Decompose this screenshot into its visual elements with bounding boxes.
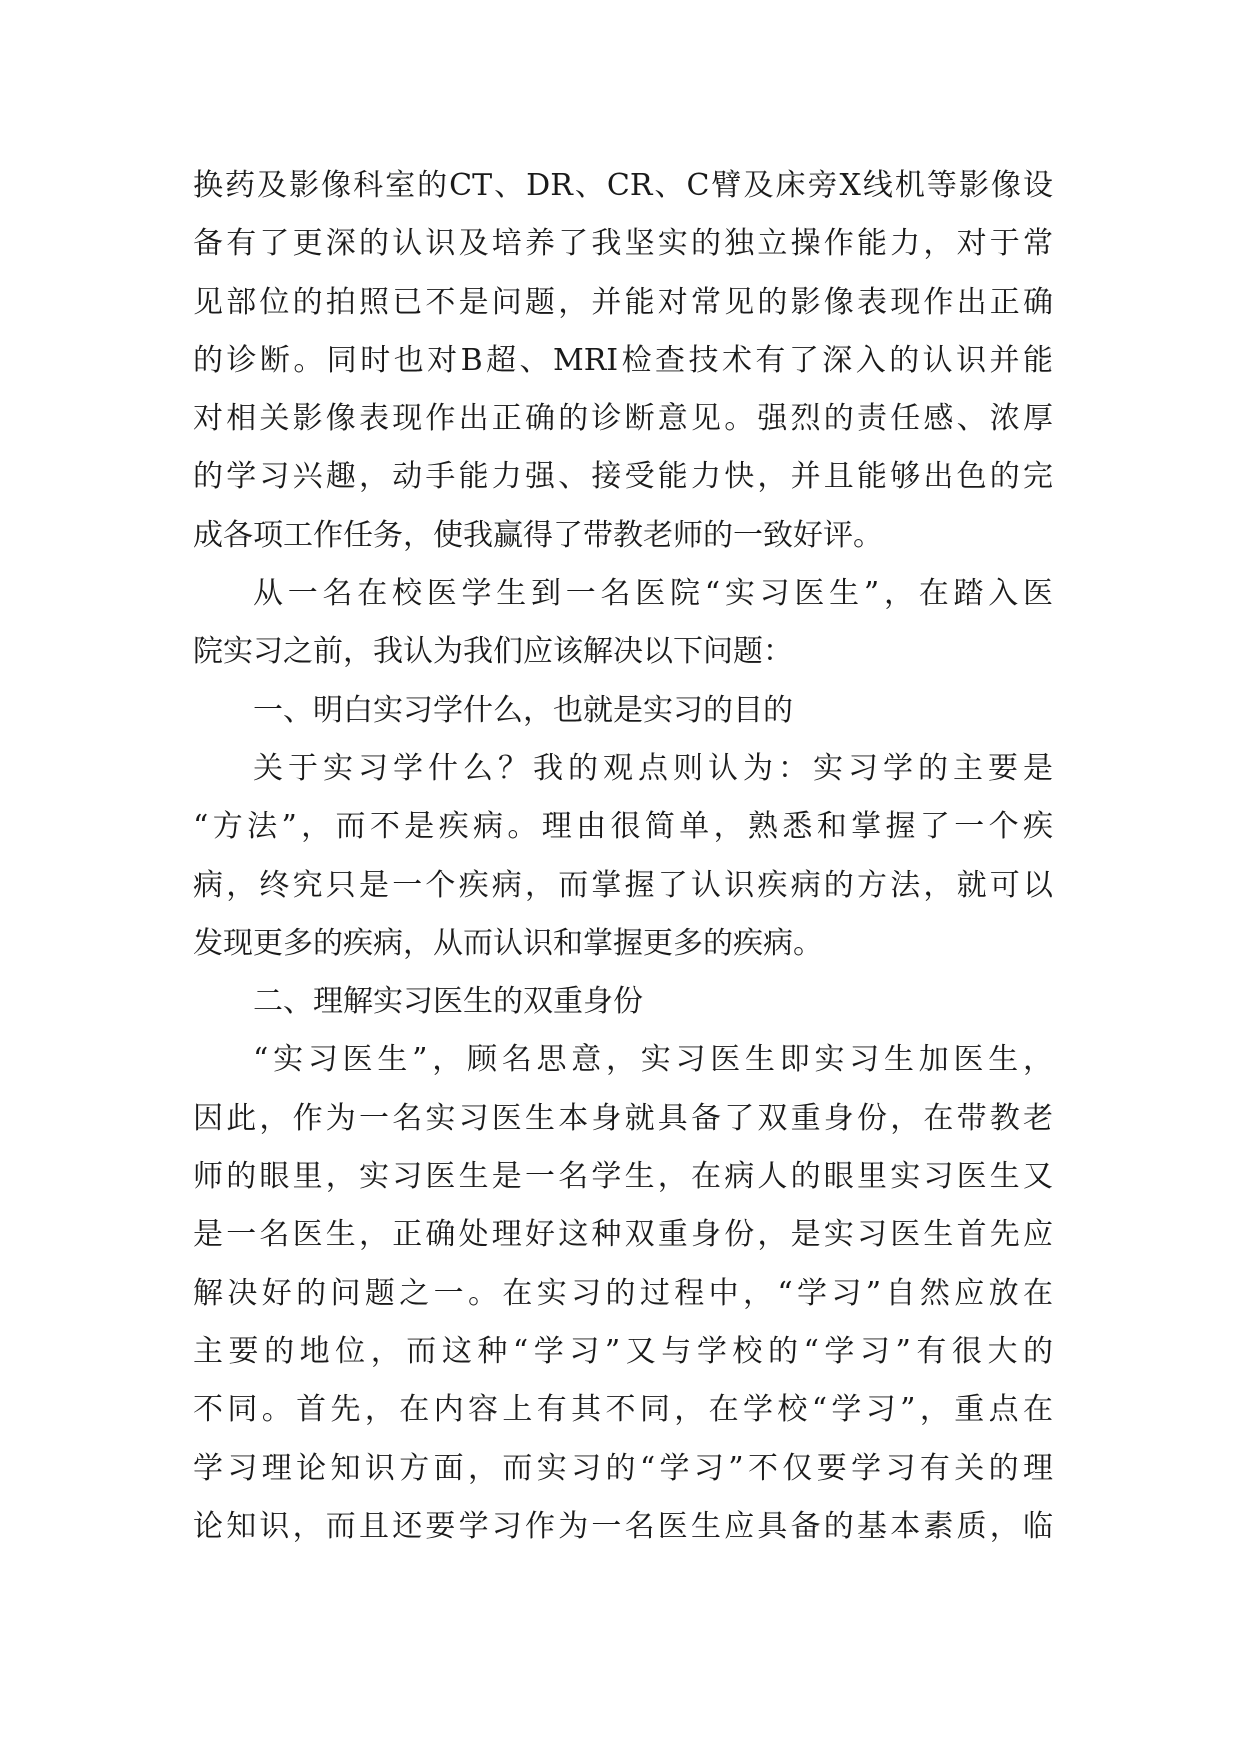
text-line: 是一名医生，正确处理好这种双重身份，是实习医生首先应 [193, 1217, 1053, 1253]
text-line: 关于实习学什么？我的观点则认为：实习学的主要是 [253, 750, 1053, 786]
text-line: 主要的地位，而这种“学习”又与学校的“学习”有很大的 [193, 1333, 1053, 1369]
text-line: 的学习兴趣，动手能力强、接受能力快，并且能够出色的完 [193, 459, 1053, 495]
text-line: 发现更多的疾病，从而认识和掌握更多的疾病。 [193, 925, 823, 961]
text-line: “实习医生”，顾名思意，实习医生即实习生加医生， [253, 1042, 1053, 1078]
section-heading: 二、理解实习医生的双重身份 [253, 984, 643, 1020]
text-line: 因此，作为一名实习医生本身就具备了双重身份，在带教老 [193, 1100, 1053, 1136]
text-line: 见部位的拍照已不是问题，并能对常见的影像表现作出正确 [193, 284, 1053, 320]
text-line: 换药及影像科室的CT、DR、CR、C臂及床旁X线机等影像设 [193, 168, 1053, 203]
text-line: 论知识，而且还要学习作为一名医生应具备的基本素质，临 [193, 1508, 1053, 1544]
body-text [193, 157, 1053, 1556]
text-line: 病，终究只是一个疾病，而掌握了认识疾病的方法，就可以 [193, 867, 1053, 903]
text-line: 成各项工作任务，使我赢得了带教老师的一致好评。 [193, 517, 883, 553]
text-line: 不同。首先，在内容上有其不同，在学校“学习”，重点在 [193, 1392, 1053, 1428]
text-line: 师的眼里，实习医生是一名学生，在病人的眼里实习医生又 [193, 1159, 1053, 1195]
text-line: 备有了更深的认识及培养了我坚实的独立操作能力，对于常 [193, 226, 1053, 262]
text-line: 的诊断。同时也对B超、MRI检查技术有了深入的认识并能 [193, 342, 1053, 378]
text-line: 院实习之前，我认为我们应该解决以下问题： [193, 634, 793, 670]
text-line: “方法”，而不是疾病。理由很简单，熟悉和掌握了一个疾 [193, 809, 1053, 845]
section-heading: 一、明白实习学什么，也就是实习的目的 [253, 692, 793, 728]
text-line: 解决好的问题之一。在实习的过程中，“学习”自然应放在 [193, 1275, 1053, 1311]
text-line: 对相关影像表现作出正确的诊断意见。强烈的责任感、浓厚 [193, 401, 1053, 437]
text-line: 学习理论知识方面，而实习的“学习”不仅要学习有关的理 [193, 1450, 1053, 1486]
text-line: 从一名在校医学生到一名医院“实习医生”，在踏入医 [253, 576, 1053, 612]
